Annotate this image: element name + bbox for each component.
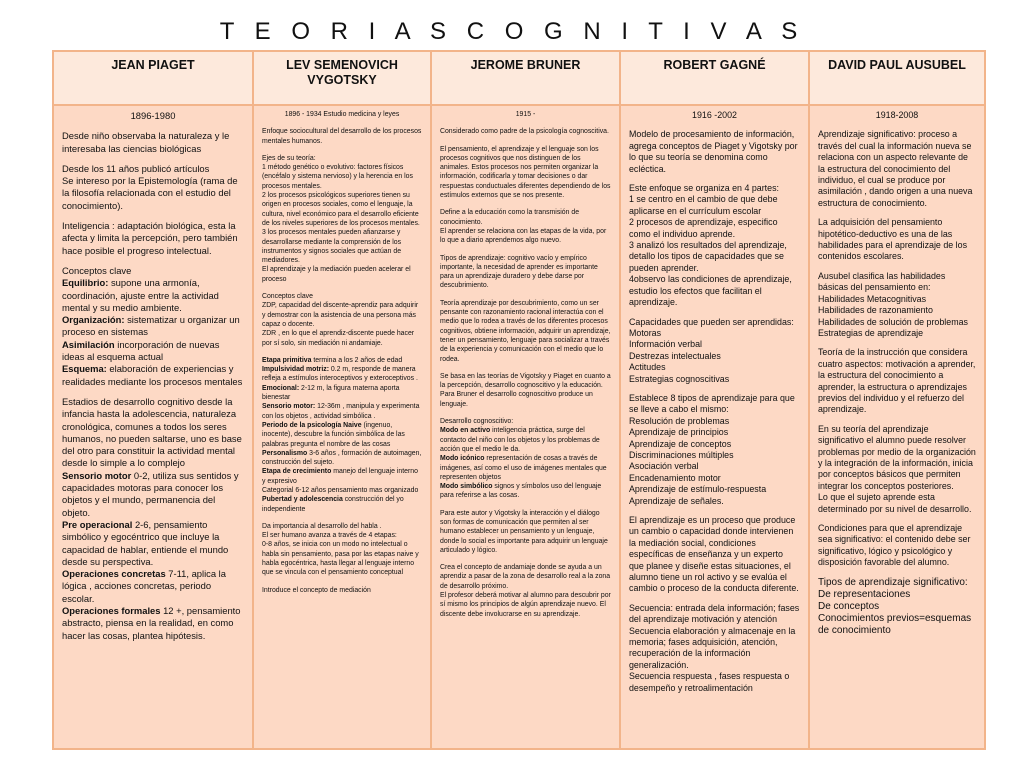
years-piaget: 1896-1980 xyxy=(130,110,176,121)
paragraph: Define a la educación como la transmisión de conocimiento. El aprender se relaciona con las etapas de la vida, por lo que a diario aprendemos algo nuevo. xyxy=(440,209,607,245)
paragraph: Establece 8 tipos de aprendizaje para que se lleve a cabo el mismo: Resolución de problemas Aprendizaje de principios Aprendizaje de conceptos Discriminaciones múltiples Asociación verbal Encadenamiento motor Aprendizaje de estímulo-respuesta Aprendizaje de señales. xyxy=(629,392,795,506)
cell-piaget xyxy=(53,105,253,749)
years-gagne: 1916 -2002 xyxy=(692,110,737,120)
paragraph: Desarrollo cognoscitivo: Modo en activo inteligencia práctica, surge del contacto del niño con los objetos y los problemas de acción que el medio le da. Modo icónico representación de cosas a través de imágenes, así como el uso de imágenes mentales que representen objetos Modo simbólico signos y símbolos uso del lenguaje para referirse a las cosas. xyxy=(440,418,607,500)
paragraph: Teoría aprendizaje por descubrimiento, como un ser pensante con razonamiento racional interactúa con el medio que lo rodea a través de los diferentes procesos cognitivos, obtiene información, adquirir un aprendizaje, tener un pensamiento, lenguaje para socializar a través de la experiencia y comunicación con el medio que lo rodea. xyxy=(440,299,611,363)
paragraph: Inteligencia : adaptación biológica, esta la afecta y limita la percepción, pero también hace posible el progreso intelectual. xyxy=(62,220,238,256)
content-row xyxy=(53,105,985,749)
body-vygotsky xyxy=(262,127,422,595)
paragraph: Da importancia al desarrollo del habla . El ser humano avanza a través de 4 etapas: 0-8 años, se inicia con un modo no intelectual o habla sin pensamiento, pasa por las etapas naive y habla egocéntrica, hasta llegar al lenguaje interno que se vincula con el pensamiento conceptual xyxy=(262,522,419,577)
paragraph: La adquisición del pensamiento hipotético-deductivo es una de las habilidades para el aprendizaje de los contenidos escolares. xyxy=(818,217,968,262)
paragraph: Teoría de la instrucción que considera cuatro aspectos: motivación a aprender, la estructura del conocimiento a aprender, la estructura o aprendizajes previos del individuo y el refuerzo del aprendizaje. xyxy=(818,347,976,415)
paragraph: Estadios de desarrollo cognitivo desde la infancia hasta la adolescencia, naturaleza cronológica, comunes a todos los seres humanos, no pueden saltarse, uno es base del otro para constituir la actividad mental desde lo simple a lo complejo Sensorio motor 0-2, utiliza sus sentidos y capacidades motoras para conocer los objetos y el mundo, permanencia del objeto. Pre operacional 2-6, pensamiento simbólico y egocéntrico que incluye la capacidad de hablar, entiende el mundo desde su perspectiva. Operaciones concretas 7-11, aplica la lógica , acciones concretas, periodo escolar. Operaciones formales 12 +, pensamiento abstracto, piensa en la realidad, en como hacer las cosas, plantea hipótesis. xyxy=(62,395,242,641)
years-ausubel: 1918-2008 xyxy=(875,110,919,120)
cell-bruner xyxy=(431,105,620,749)
years-vygotsky: 1896 - 1934 Estudio medicina y leyes xyxy=(284,111,400,118)
paragraph: Equilibrio: supone una armonía, coordinación, ajuste entre la actividad mental y su medio ambiente. Organización: sistematizar u organizar un proceso en sistemas Asimilación incorporación de nuevas ideas al esquema actual Esquema: elaboración de experiencias y realidades mediante los procesos mentales xyxy=(62,277,243,387)
header-ausubel: DAVID PAUL AUSUBEL xyxy=(809,51,985,105)
paragraph: Conceptos clave ZDP, capacidad del discente-aprendiz para adquirir y demostrar con la asistencia de una persona más capaz o docente. ZDR , en lo que el aprendiz-discente puede hacer por sí solo, sin mediación ni andamiaje. xyxy=(262,293,419,347)
theories-table xyxy=(52,50,986,750)
paragraph: Modelo de procesamiento de información, agrega conceptos de Piaget y Vigotsky por lo que su teoría se denomina como ecléctica. xyxy=(629,129,798,174)
cell-vygotsky xyxy=(253,105,431,749)
paragraph: El aprendizaje es un proceso que produce un cambio o capacidad donde intervienen la mediación social, condiciones específicas de enseñanza y un experto que planee y diseñe estas situaciones, el alumno tiene un rol activo y se evalúa el cambio o proceso de la conducta diferente. xyxy=(629,515,799,594)
body-bruner xyxy=(440,127,611,619)
paragraph: Capacidades que pueden ser aprendidas: Motoras Información verbal Destrezas intelectuales Actitudes Estrategias cognoscitivas xyxy=(629,316,794,384)
paragraph: Este enfoque se organiza en 4 partes: 1 se centro en el cambio de que debe aplicarse en el currículum escolar 2 procesos de aprendizaje, especifico como el individuo aprende. 3 analizó los resultados del aprendizaje, detallo los tipos de capacidades que se pueden aprender. 4observo las condiciones de aprendizaje, estudio los efectos que facilitan el aprendizaje. xyxy=(629,183,792,308)
paragraph: Para este autor y Vigotsky la interacción y el diálogo son formas de comunicación que permiten al ser humano establecer un pensamiento y un lenguaje, donde lo social es importante para adquirir un lenguaje articulado y lógico. xyxy=(440,509,608,554)
cell-gagne xyxy=(620,105,809,749)
paragraph: Aprendizaje significativo: proceso a través del cual la información nueva se relaciona con un aspecto relevante de la estructura del conocimiento del individuo, el cual se produce por asimilación , dando origen a una nueva estructura de conocimiento. xyxy=(818,129,973,208)
years-bruner: 1915 - xyxy=(515,111,536,118)
paragraph: Ejes de su teoría: 1 método genético o evolutivo: factores físicos (encéfalo y sistema nervioso) y la herencia en los procesos mentales. 2 los procesos psicológicos superiores tienen su origen en procesos sociales, como el lenguaje, la cultura, nivel económico para el desarrollo eficiente de los niveles superiores de los procesos mentales. 3 los procesos mentales pueden afianzarse y desarrollarse mediante la comprensión de los instrumentos y signos sociales que actúan de mediadores. El aprendizaje y la mediación pueden acelerar el proceso xyxy=(262,154,420,283)
paragraph: Tipos de aprendizaje: cognitivo vacío y empírico importante, la necesidad de aprender es importante para un aprendizaje duradero y debe darse por descubrimiento. xyxy=(440,254,598,290)
body-gagne xyxy=(629,129,800,694)
paragraph: Se basa en las teorías de Vigotsky y Piaget en cuanto a la percepción, desarrollo cognoscitivo y la educación. Para Bruner el desarrollo cognoscitivo produce un lenguaje. xyxy=(440,372,611,408)
paragraph: Ausubel clasifica las habilidades básicas del pensamiento en: Habilidades Metacognitivas Habilidades de razonamiento Habilidades de solución de problemas Estrategias de aprendizaje xyxy=(818,270,968,338)
header-row xyxy=(53,51,985,105)
paragraph: En su teoría del aprendizaje significativo el alumno puede resolver problemas por medio de la organización y la integración de la información, inicia por conceptos básicos que permiten integrar los conceptos posteriores. Lo que el sujeto aprende esta determinado por su nivel de desarrollo. xyxy=(818,423,976,514)
body-piaget xyxy=(62,130,244,642)
paragraph: Etapa primitiva termina a los 2 años de edad Impulsividad motriz: 0.2 m, responde de manera refleja a estímulos interoceptivos y exteroceptivos . Emocional: 2-12 m, la figura materna aporta bienestar Sensorio motor: 12-36m , manipula y experimenta con los objetos , actividad simbólica . Periodo de la psicología Naive (ingenuo, inocente), descubre la función simbólica de las palabras pregunta el nombre de las cosas Personalismo 3-6 años , formación de autoimagen, construcción del sujeto. Etapa de crecimiento manejo del lenguaje interno y expresivo Categorial 6-12 años pensamiento mas organizado Pubertad y adolescencia construcción del yo independiente xyxy=(262,356,422,513)
header-piaget: JEAN PIAGET xyxy=(53,51,253,105)
paragraph: El pensamiento, el aprendizaje y el lenguaje son los procesos cognitivos que nos distinguen de los animales. Estos procesos nos permiten organizar la información, codificarla y tomar decisiones o dar respuestas conductuales diferentes dependiendo de los estímulos externos que se nos presente. xyxy=(440,145,611,200)
paragraph: Tipos de aprendizaje significativo: De representaciones De conceptos Conocimientos previos=esquemas de conocimiento xyxy=(818,576,972,636)
header-vygotsky: LEV SEMENOVICH VYGOTSKY xyxy=(253,51,431,105)
paragraph: Desde los 11 años publicó artículos Se intereso por la Epistemología (rama de la filosofía relacionada con el estudio del conocimiento). xyxy=(62,162,238,211)
paragraph: Considerado como padre de la psicología cognoscitiva. xyxy=(440,128,609,136)
page-title: T E O R I A S C O G N I T I V A S xyxy=(219,18,805,45)
paragraph: Enfoque sociocultural del desarrollo de los procesos mentales humanos. xyxy=(262,128,422,145)
paragraph: Secuencia: entrada dela información; fases del aprendizaje motivación y atención Secuencia elaboración y almacenaje en la memoria; fases adquisición, atención, recuperación de la información generalización. Secuencia respuesta , fases respuesta o desempeño y retroalimentación xyxy=(629,602,800,693)
paragraph: Condiciones para que el aprendizaje sea significativo: el contenido debe ser significativo, lógico y psicológico y disposición favorable del alumno. xyxy=(818,523,971,568)
header-bruner: JEROME BRUNER xyxy=(431,51,620,105)
paragraph: Introduce el concepto de mediación xyxy=(262,586,371,594)
paragraph: Crea el concepto de andamiaje donde se ayuda a un aprendiz a pasar de la zona de desarrollo real a la zona de desarrollo próximo. El profesor deberá motivar al alumno para descubrir por sí mismo los principios de algún aprendizaje nuevo. El discente debe involucrarse en su aprendizaje. xyxy=(440,564,611,618)
paragraph: Desde niño observaba la naturaleza y le interesaba las ciencias biológicas xyxy=(62,130,230,154)
paragraph: Conceptos clave xyxy=(62,264,132,276)
cell-ausubel xyxy=(809,105,985,749)
body-ausubel xyxy=(818,129,976,636)
header-gagne: ROBERT GAGNÉ xyxy=(620,51,809,105)
